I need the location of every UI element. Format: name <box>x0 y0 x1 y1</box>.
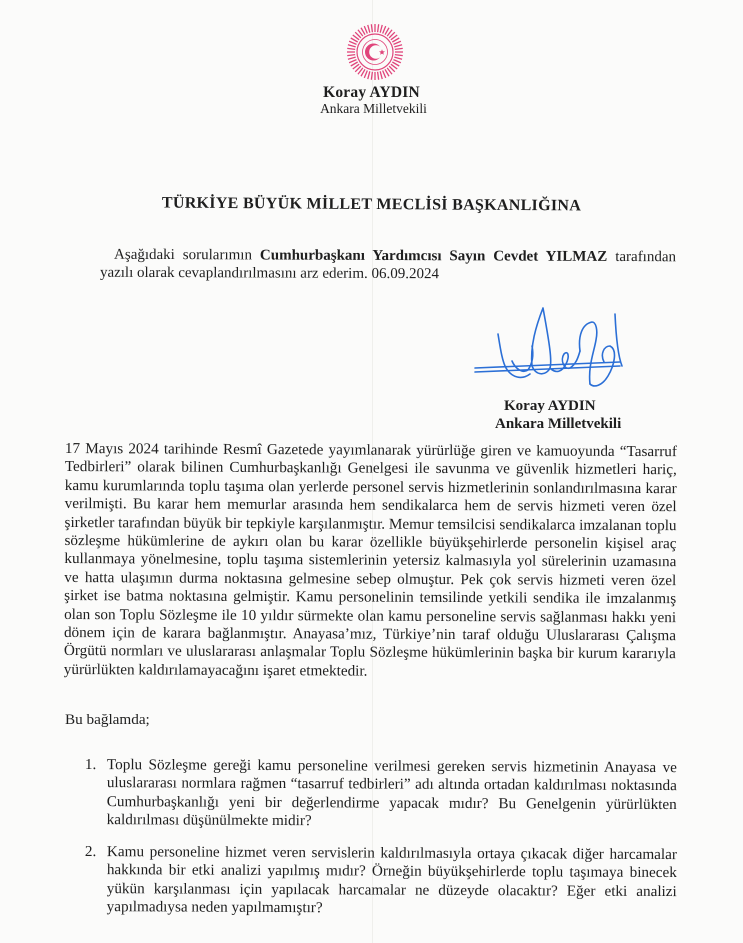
seal-ray <box>393 41 400 44</box>
question-item <box>85 756 677 833</box>
seal-ray <box>383 26 386 33</box>
intro-text-end: tarafından yazılı olarak cevaplandırılmasını arz ederim. 06.09.2024 <box>99 248 677 283</box>
seal-ray <box>349 60 356 63</box>
question-number: 1. <box>84 756 97 774</box>
seal-ray <box>348 45 356 47</box>
seal-ray <box>395 55 403 56</box>
seal-ray <box>347 48 355 49</box>
seal-ray <box>380 71 382 79</box>
question-item <box>85 843 677 920</box>
seal-ray <box>368 71 370 79</box>
letterhead-name: Koray AYDIN <box>323 84 420 101</box>
document-title: TÜRKİYE BÜYÜK MİLLET MECLİSİ BAŞKANLIĞINA <box>161 194 582 215</box>
seal-ray <box>394 45 402 47</box>
tbmm-seal-icon <box>345 22 405 82</box>
seal-ray <box>395 48 403 49</box>
seal-ray <box>349 41 356 44</box>
lead-in-text: Bu bağlamda; <box>65 711 150 728</box>
question-number: 2. <box>84 843 97 861</box>
signature-subtitle: Ankara Milletvekili <box>495 416 622 432</box>
seal-ray <box>364 26 367 33</box>
seal-ray <box>393 60 400 63</box>
seal-ray <box>394 57 402 59</box>
seal-ray <box>383 70 386 77</box>
seal-ray <box>364 70 367 77</box>
body-text: 17 Mayıs 2024 tarihinde Resmî Gazetede yayımlanarak yürürlüğe giren ve kamuoyunda “Tasarruf Tedbirleri” olarak bilinen Cumhurbaşkanlığı Genelgesi ile savunma ve güvenlik hizmetleri hariç, kamu kurumlarında toplu taşıma olan yerlerde personel servis hizmetlerinin sonlandırılmasına karar verilmişti. Bu karar hem memurlar arasında hem sendikalarca hem de servis hizmeti veren özel şirketler tarafından büyük bir tepkiyle karşılanmıştır. Memur temsilcisi sendikalarca imzalanan toplu sözleşme hükümlerine de aykırı olan bu karar özellikle büyükşehirlerde personelin kişisel araç kullanmaya yönelmesine, toplu taşıma sistemlerinin yetersiz kalmasıyla yol sürelerinin uzamasına ve hatta ulaşımın durma noktasına gelmesine sebep olmuştur. Pek çok servis hizmeti veren özel şirket ise batma noktasına gelmiştir. Kamu personelinin temsilinde yetkili sendika ile imzalanmış olan son Toplu Sözleşme ile 10 yıldır sürmekte olan kamu personeline servis sağlanması hakkı yeni dönem için de karara bağlanmıştır. Anayasa’mız, Türkiye’nin taraf olduğu Uluslararası Çalışma Örgütü normları ve uluslararası anlaşmalar Toplu Sözleşme hükümlerinin başka bir kurum kararıyla yürürlükten kaldırılamayacağını işaret etmektedir. <box>63 440 677 680</box>
seal-ray <box>368 25 370 33</box>
seal-ray <box>380 25 382 33</box>
seal-ray <box>371 24 372 32</box>
question-text: Kamu personeline hizmet veren servislerin kaldırılmasıyla ortaya çıkacak diğer harcamalar hakkında bir etki analizi yapılmış mıdır? Örneğin büyükşehirlerde toplu taşımaya binecek yükün karşılanması için yapılacak harcamalar ne düzeyde olacaktır? Eğer etki analizi yapılmadıysa neden yapılmamıştır? <box>106 843 677 917</box>
seal-ray <box>378 72 379 80</box>
letterhead-subtitle: Ankara Milletvekili <box>320 101 427 116</box>
seal-ray <box>371 72 372 80</box>
intro-paragraph <box>100 246 676 285</box>
seal-ray <box>378 24 379 32</box>
body-paragraph <box>64 440 677 682</box>
question-text: Toplu Sözleşme gereği kamu personeline verilmesi gereken servis hizmetinin Anayasa ve uluslararası normlara rağmen “tasarruf tedbirleri” adı altında ortadan kaldırılması noktasında Cumhurbaşkanlığı yeni bir değerlendirme yapacak mıdır? Bu Genelgenin yürürlükten kaldırılması düşünülmekte midir? <box>106 756 677 830</box>
handwritten-signature-icon <box>470 306 650 406</box>
intro-text-start: Aşağıdaki sorularımın <box>114 246 260 264</box>
intro-addressee: Cumhurbaşkanı Yardımcısı Sayın Cevdet YILMAZ <box>259 247 608 265</box>
seal-ray <box>348 57 356 59</box>
seal-ray <box>347 55 355 56</box>
signature-name: Koray AYDIN <box>504 398 596 414</box>
